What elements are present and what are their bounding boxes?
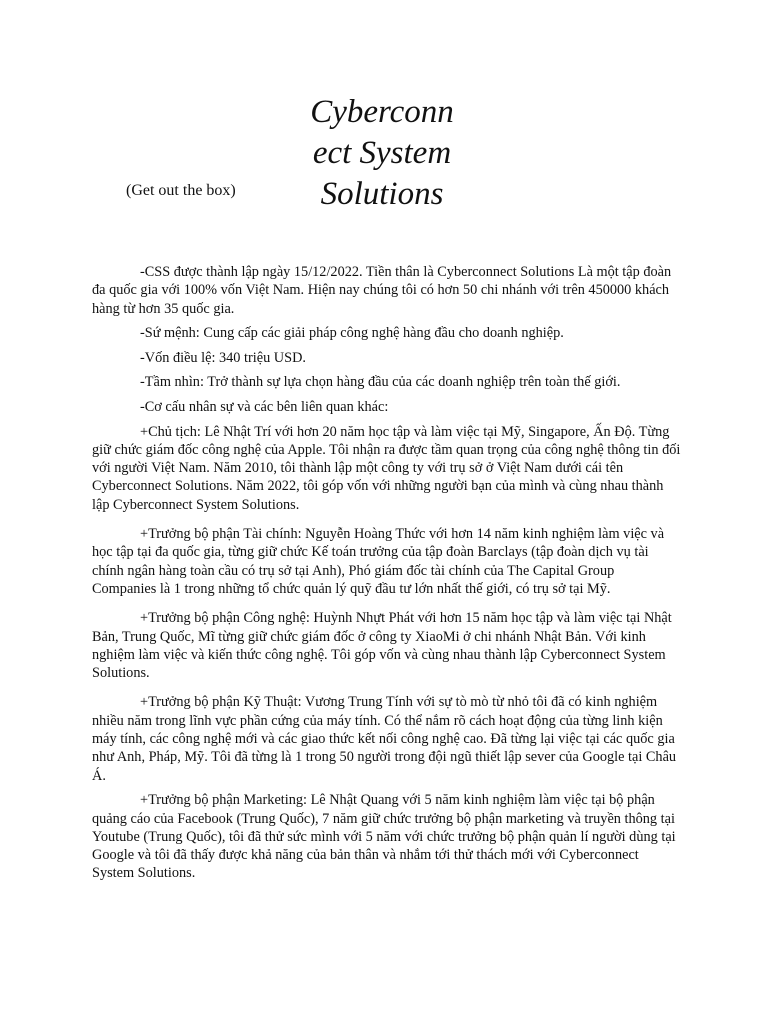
title-line-3: Solutions [320, 176, 444, 212]
paragraph-structure: -Cơ cấu nhân sự và các bên liên quan khác: [140, 398, 389, 415]
paragraph-vision: -Tầm nhìn: Trở thành sự lựa chọn hàng đầu của các doanh nghiệp trên toàn thế giới. [140, 374, 621, 391]
title-line-2: ect System [312, 135, 452, 171]
document-title [283, 92, 481, 215]
paragraph-mission: -Sứ mệnh: Cung cấp các giải pháp công nghệ hàng đầu cho doanh nghiệp. [140, 325, 564, 342]
paragraph-chairman: +Chủ tịch: Lê Nhật Trí với hơn 20 năm học tập và làm việc tại Mỹ, Singapore, Ấn Độ. Từng giữ chức giám đốc công nghệ của Apple. Tôi nhận ra được tầm quan trọng của công nghệ thông tin đối với người Việt Nam. Năm 2010, tôi thành lập một công ty với trụ sở ở Việt Nam dưới cái tên Cyberconnect Solutions. Năm 2022, tôi góp vốn với những người bạn của mình và cùng nhau thành lập Cyberconnect System Solutions. [92, 423, 681, 513]
document-body [92, 263, 682, 889]
paragraph-intro: -CSS được thành lập ngày 15/12/2022. Tiền thân là Cyberconnect Solutions Là một tập đoàn đa quốc gia với 100% vốn Việt Nam. Hiện nay chúng tôi có hơn 50 chi nhánh với trên 450000 khách hàng từ hơn 35 quốc gia. [92, 264, 672, 317]
tagline: (Get out the box) [126, 182, 236, 199]
paragraph-technology-head: +Trưởng bộ phận Công nghệ: Huỳnh Nhựt Phát với hơn 15 năm học tập và làm việc tại Nhật Bản, Trung Quốc, Mĩ từng giữ chức giám đốc ở công ty XiaoMi ở chi nhánh Nhật Bản. Với kinh nghiệm làm việc và kiến thức công nghệ. Tôi góp vốn và cùng nhau thành lập Cyberconnect System Solutions. [92, 610, 672, 682]
paragraph-engineering-head: +Trưởng bộ phận Kỹ Thuật: Vương Trung Tính với sự tò mò từ nhỏ tôi đã có kinh nghiệm nhiều năm trong lĩnh vực phần cứng của máy tính. Có thể nắm rõ cách hoạt động của từng linh kiện máy tính, các công nghệ mới và các giao thức kết nối công nghệ cao. Đã từng lại việc tại các quốc gia như Anh, Pháp, Mỹ. Tôi đã từng là 1 trong 50 người trong đội ngũ thiết lập sever của Google tại Châu Á. [92, 694, 677, 784]
paragraph-capital: -Vốn điều lệ: 340 triệu USD. [140, 349, 306, 366]
paragraph-marketing-head: +Trưởng bộ phận Marketing: Lê Nhật Quang với 5 năm kinh nghiệm làm việc tại bộ phận quảng cáo của Facebook (Trung Quốc), 7 năm giữ chức trưởng bộ phận marketing và truyền thông tại Youtube (Trung Quốc), tôi đã thử sức mình với 5 năm với chức trưởng bộ phận quản lí người dùng tại Google và tôi đã thấy được khả năng của bản thân và nhắm tới thử thách mới với Cyberconnect System Solutions. [92, 792, 676, 882]
title-line-1: Cyberconn [310, 94, 454, 130]
paragraph-finance-head: +Trưởng bộ phận Tài chính: Nguyễn Hoàng Thức với hơn 14 năm kinh nghiệm làm việc và học tập tại đa quốc gia, từng giữ chức Kế toán trưởng của tập đoàn Barclays (tập đoàn dịch vụ tài chính ngân hàng toàn cầu có trụ sở tại Anh), Phó giám đốc tài chính của The Capital Group Companies là 1 trong những tổ chức quản lý quỹ đầu tư lớn nhất thế giới, có trụ sở tại Mỹ. [92, 526, 665, 597]
